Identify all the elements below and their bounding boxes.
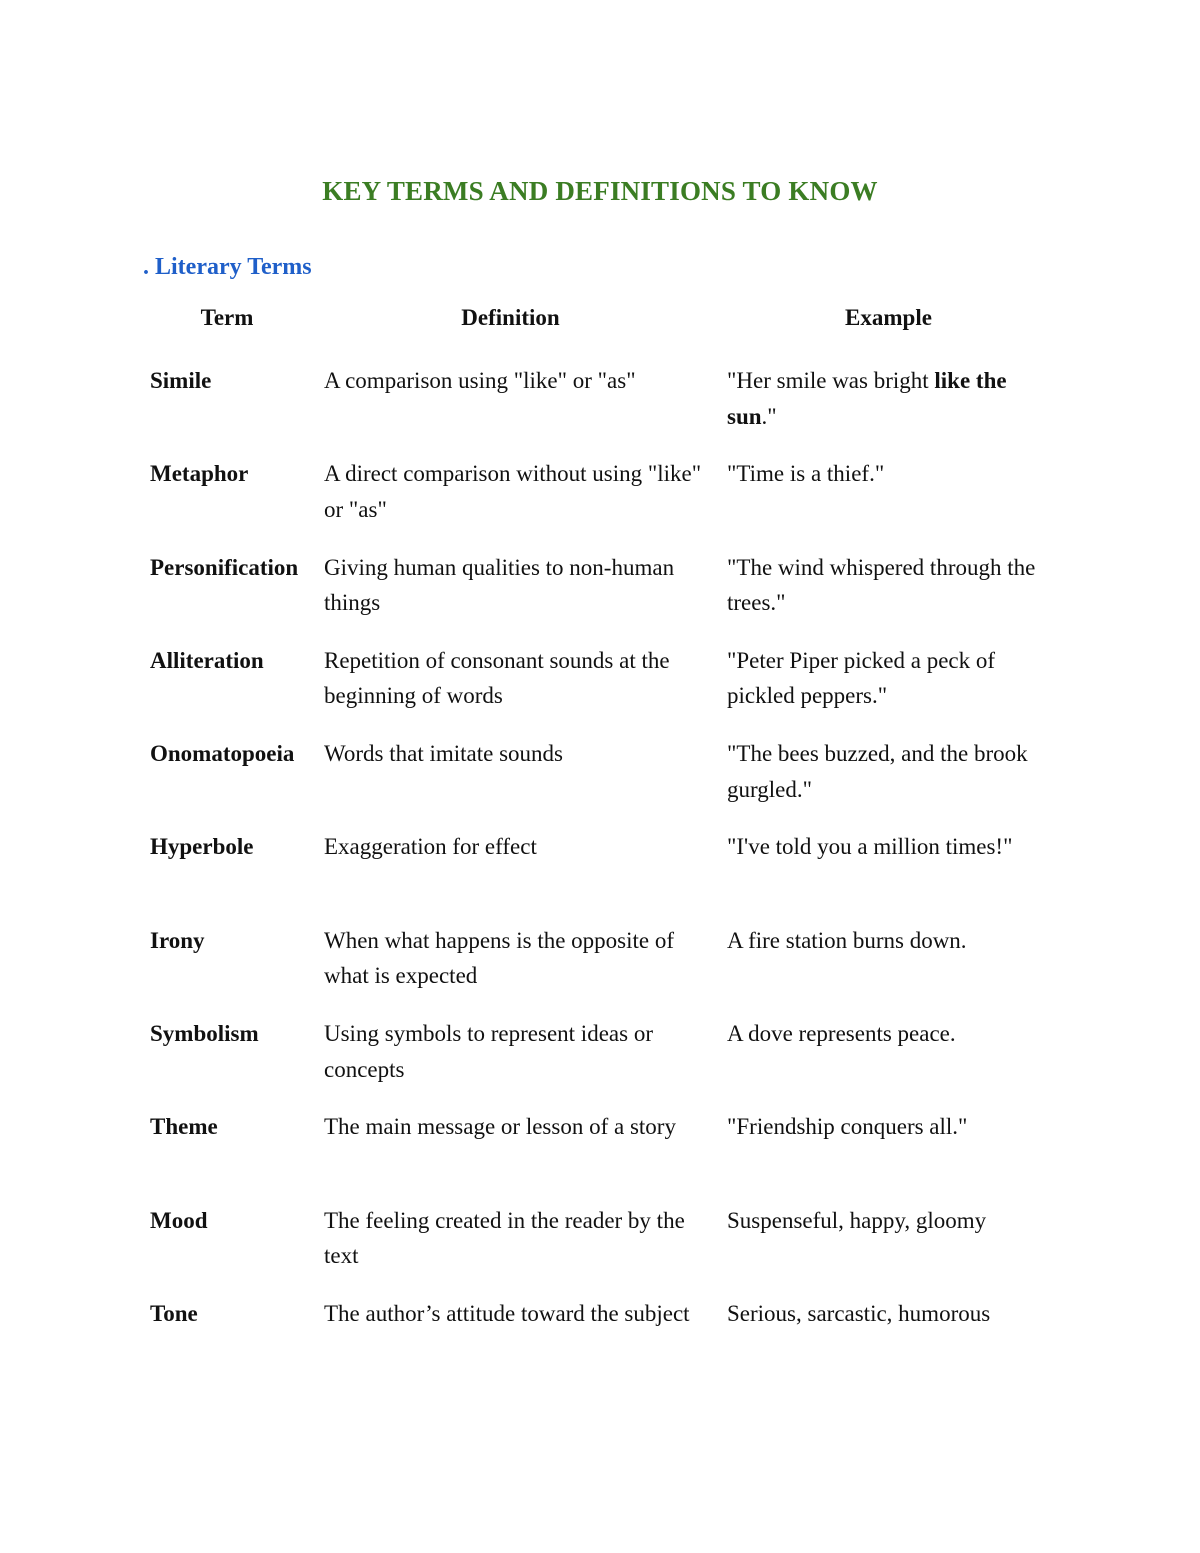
example-cell: "Peter Piper picked a peck of pickled peppers." (727, 647, 996, 709)
example-emphasis: like the sun (727, 368, 1007, 429)
example-cell: "The bees buzzed, and the brook gurgled." (727, 741, 1028, 802)
term-cell: Onomatopoeia (150, 741, 295, 767)
term-cell: Theme (150, 1114, 218, 1140)
example-cell: A dove represents peace. (727, 1021, 956, 1047)
example-cell (727, 363, 1060, 456)
term-cell: Hyperbole (150, 834, 254, 860)
example-cell: A fire station burns down. (727, 927, 967, 953)
term-cell: Tone (150, 1300, 198, 1326)
table-row (150, 1109, 1060, 1202)
term-cell: Mood (150, 1207, 208, 1233)
terms-table (150, 305, 1060, 1389)
definition-cell: A direct comparison without using "like" or "as" (324, 461, 702, 522)
header-example: Example (845, 305, 932, 330)
table-row (150, 1016, 1060, 1109)
definition-cell: Using symbols to represent ideas or concepts (324, 1021, 653, 1082)
table-row (150, 550, 1060, 643)
header-definition: Definition (461, 305, 560, 330)
definition-cell: Giving human qualities to non-human things (324, 554, 675, 616)
example-cell: Suspenseful, happy, gloomy (727, 1207, 987, 1233)
definition-cell: Words that imitate sounds (324, 741, 563, 767)
table-row (150, 1203, 1060, 1296)
definition-cell: Exaggeration for effect (324, 834, 537, 860)
example-text: "Her smile was bright (727, 368, 935, 393)
page-title: KEY TERMS AND DEFINITIONS TO KNOW (322, 176, 878, 206)
definition-cell: The author’s attitude toward the subject (324, 1300, 690, 1326)
header-term: Term (200, 305, 254, 330)
table-header-row (150, 305, 1060, 363)
example-cell: Serious, sarcastic, humorous (727, 1300, 991, 1326)
example-text-end: ." (761, 403, 777, 429)
table-row (150, 456, 1060, 549)
example-cell: "I've told you a million times!" (727, 834, 1013, 860)
term-cell: Alliteration (150, 647, 264, 673)
definition-cell: The feeling created in the reader by the text (324, 1207, 685, 1269)
term-cell: Metaphor (150, 461, 249, 487)
definition-cell: A comparison using "like" or "as" (324, 368, 636, 393)
table-row (150, 1296, 1060, 1389)
definition-cell: When what happens is the opposite of what is expected (324, 927, 675, 989)
example-cell: "Friendship conquers all." (727, 1114, 968, 1140)
table-row (150, 923, 1060, 1016)
term-cell: Symbolism (150, 1021, 259, 1047)
definition-cell: The main message or lesson of a story (324, 1114, 676, 1140)
table-row (150, 643, 1060, 736)
term-cell: Simile (150, 368, 212, 393)
definition-cell: Repetition of consonant sounds at the beginning of words (324, 647, 670, 709)
example-cell: "Time is a thief." (727, 461, 885, 487)
table-row (150, 736, 1060, 829)
section-heading: . Literary Terms (143, 254, 312, 280)
table-row (150, 829, 1060, 922)
table-row (150, 363, 1060, 456)
example-cell: "The wind whispered through the trees." (727, 554, 1036, 616)
term-cell: Personification (150, 554, 299, 580)
term-cell: Irony (150, 927, 205, 953)
